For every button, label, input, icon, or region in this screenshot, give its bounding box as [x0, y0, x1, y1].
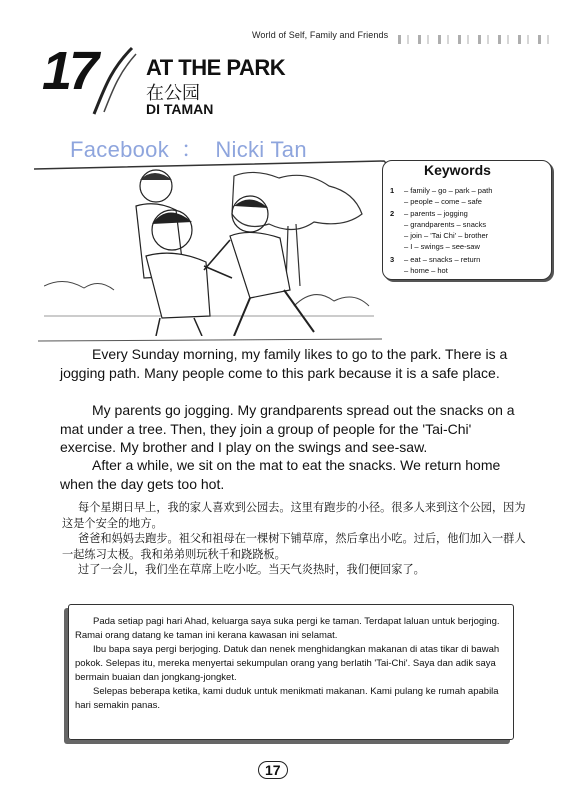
chinese-paragraph-2: 爸爸和妈妈去跑步。祖父和祖母在一棵树下铺草席，然后拿出小吃。过后，他们加入一群人一起练习太极。我和弟弟则玩秋千和跷跷板。	[62, 532, 526, 561]
keyword-line: – grandparents – snacks	[404, 220, 487, 229]
page-title-chinese: 在公园	[146, 83, 200, 103]
keyword-group-number: 1	[390, 186, 395, 195]
page-number: 17	[258, 761, 288, 779]
theme-label: World of Self, Family and Friends	[252, 30, 389, 40]
keyword-line: – family – go – park – path	[404, 186, 493, 195]
decorative-dots	[398, 35, 558, 44]
english-paragraph-2: My parents go jogging. My grandparents spread out the snacks on a mat under a tree. Then, they join a group of people for the 'Tai-Chi' exercise. My brother and I play on the swings and see-saw.	[60, 402, 515, 455]
keyword-line: – eat – snacks – return	[404, 255, 481, 264]
page-title: AT THE PARK	[146, 55, 286, 80]
keyword-group-number: 2	[390, 209, 395, 218]
keyword-line: – parents – jogging	[404, 209, 468, 218]
malay-paragraph-2: Ibu bapa saya pergi berjoging. Datuk dan nenek menghidangkan makanan di atas tikar di bawah pokok. Selepas itu, mereka menyertai sekumpulan orang yang berlatih 'Tai-Chi'. Saya dan adik saya bermain buaian dan jongkang-jongket.	[75, 644, 500, 683]
english-paragraph-3: After a while, we sit on the mat to eat the snacks. We return home when the day gets too hot.	[60, 457, 501, 492]
keyword-line: – home – hot	[404, 266, 448, 275]
malay-paragraph-3: Selepas beberapa ketika, kami duduk untuk menikmati makanan. Kami pulang ke rumah apabila hari semakin panas.	[75, 686, 499, 711]
keyword-line: – people – come – safe	[404, 197, 482, 206]
lesson-number: 17	[42, 41, 97, 101]
chinese-paragraph-1: 每个星期日早上，我的家人喜欢到公园去。这里有跑步的小径。很多人来到这个公园，因为这是个安全的地方。	[62, 501, 526, 530]
chinese-paragraph-3: 过了一会儿，我们坐在草席上吃小吃。当天气炎热时，我们便回家了。	[78, 563, 425, 576]
english-paragraph-1: Every Sunday morning, my family likes to go to the park. There is a jogging path. Many people come to this park because it is a safe place.	[60, 346, 508, 381]
keywords-title: Keywords	[424, 162, 491, 178]
watermark-left: Facebook	[70, 137, 170, 162]
page-title-malay: DI TAMAN	[146, 101, 214, 117]
park-illustration	[44, 166, 374, 336]
watermark-separator: ：	[181, 137, 204, 162]
swoosh-decoration	[80, 40, 140, 120]
malay-paragraph-1: Pada setiap pagi hari Ahad, keluarga saya suka pergi ke taman. Terdapat laluan untuk berjoging. Ramai orang datang ke taman ini kerana kawasan ini selamat.	[75, 616, 500, 641]
watermark-right: Nicki Tan	[215, 137, 307, 162]
keyword-line: – join – 'Tai Chi' – brother	[404, 231, 489, 240]
keyword-line: – I – swings – see-saw	[404, 242, 480, 251]
keyword-group-number: 3	[390, 255, 395, 264]
